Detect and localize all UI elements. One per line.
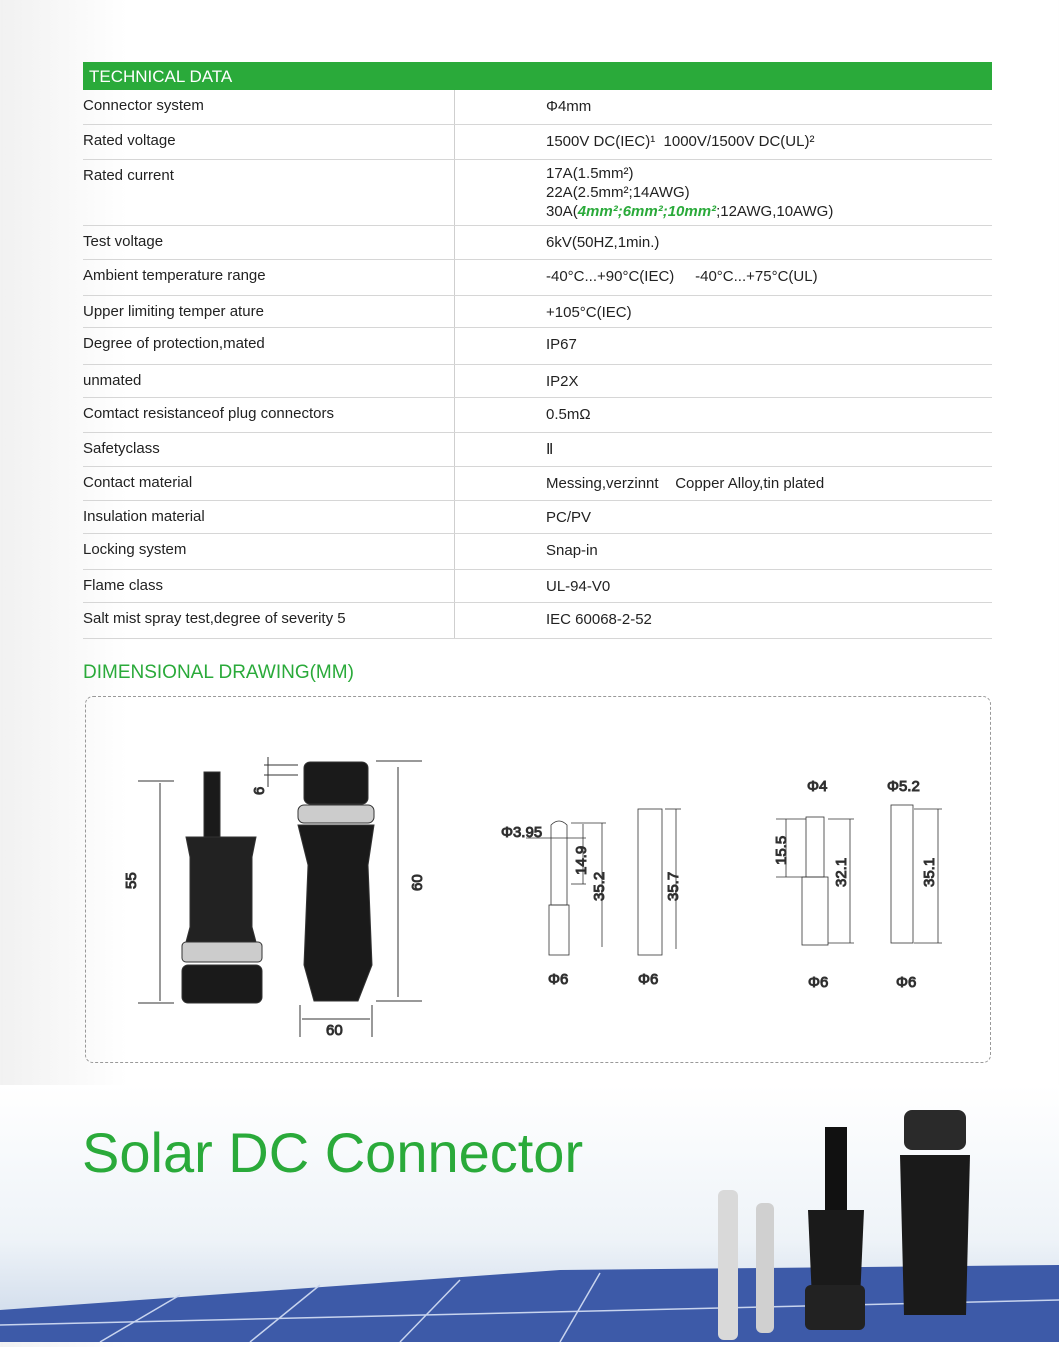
male-connector-drawing — [138, 772, 262, 1003]
female-connector-drawing — [264, 757, 422, 1037]
dim-60-height: 60 — [409, 874, 426, 891]
row-value: 6kV(50HZ,1min.) — [546, 234, 660, 251]
dim-55: 55 — [123, 872, 140, 889]
row-label: Locking system — [83, 534, 455, 569]
dim-32-1: 32.1 — [833, 857, 850, 887]
row-value — [455, 160, 833, 225]
row-label: Rated current — [83, 160, 455, 225]
row-label: Rated voltage — [83, 125, 455, 159]
row-value: Messing,verzinnt Copper Alloy,tin plated — [546, 475, 825, 492]
table-row — [83, 296, 992, 328]
row-value: UL-94-V0 — [546, 578, 611, 595]
row-label: Degree of protection,mated — [83, 328, 455, 364]
dim-phi-5-2: Φ5.2 — [887, 778, 920, 795]
table-row — [83, 90, 992, 125]
row-label: Safetyclass — [83, 433, 455, 466]
dimensional-drawing-title: DIMENSIONAL DRAWING(MM) — [83, 662, 354, 683]
dim-35-2: 35.2 — [591, 871, 608, 901]
row-value: Φ4mm — [546, 98, 592, 115]
row-label: unmated — [83, 365, 455, 397]
row-label: Connector system — [83, 90, 455, 124]
row-value: -40°C...+90°C(IEC) -40°C...+75°C(UL) — [546, 268, 818, 285]
table-row — [83, 501, 992, 534]
row-label: Flame class — [83, 570, 455, 602]
row-value: 0.5mΩ — [546, 406, 591, 423]
row-label: Contact material — [83, 467, 455, 500]
dim-35-7: 35.7 — [665, 871, 682, 901]
dim-14-9: 14.9 — [573, 845, 590, 875]
value-highlight: 4mm²;6mm²;10mm² — [577, 203, 717, 220]
dim-6: 6 — [251, 786, 268, 795]
dim-phi-3-95: Φ3.95 — [501, 824, 543, 841]
dim-phi-6-a: Φ6 — [548, 971, 569, 988]
table-row — [83, 226, 992, 260]
product-title: Solar DC Connector — [82, 1121, 584, 1184]
table-row — [83, 260, 992, 296]
value-line: 17A(1.5mm²) — [546, 165, 634, 182]
table-row — [83, 534, 992, 570]
dim-60-width: 60 — [326, 1022, 343, 1039]
dim-phi-6-c: Φ6 — [808, 974, 829, 991]
row-value: Ⅱ — [546, 441, 554, 458]
row-value: PC/PV — [546, 509, 592, 526]
value-text: ;12AWG,10AWG) — [716, 203, 834, 220]
row-label: Ambient temperature range — [83, 260, 455, 295]
row-label: Test voltage — [83, 226, 455, 259]
value-line: 22A(2.5mm²;14AWG) — [546, 184, 690, 201]
row-value: +105°C(IEC) — [546, 304, 632, 321]
row-label: Salt mist spray test,degree of severity 5 — [83, 603, 455, 638]
dim-35-1: 35.1 — [921, 857, 938, 887]
row-value: IEC 60068-2-52 — [546, 611, 652, 628]
pin-drawings — [526, 805, 942, 955]
table-row — [83, 433, 992, 467]
row-label: Comtact resistanceof plug connectors — [83, 398, 455, 432]
table-header: TECHNICAL DATA — [83, 62, 992, 90]
table-row — [83, 603, 992, 639]
table-row — [83, 467, 992, 501]
dim-phi-6-b: Φ6 — [638, 971, 659, 988]
technical-data-table — [83, 62, 992, 639]
row-label: Upper limiting temper ature — [83, 296, 455, 327]
dim-15-5: 15.5 — [773, 835, 790, 865]
table-row — [83, 398, 992, 433]
table-row — [83, 570, 992, 603]
table-row — [83, 328, 992, 365]
row-label: Insulation material — [83, 501, 455, 533]
dim-phi-4: Φ4 — [807, 778, 828, 795]
value-text: 30A( — [546, 203, 578, 220]
table-row — [83, 160, 992, 226]
value-line — [546, 202, 833, 221]
row-value: IP67 — [546, 336, 577, 353]
row-value: Snap-in — [546, 542, 598, 559]
row-value: 1500V DC(IEC)¹ 1000V/1500V DC(UL)² — [546, 133, 815, 150]
table-row — [83, 125, 992, 160]
dimensional-drawing — [85, 696, 991, 1063]
dim-phi-6-d: Φ6 — [896, 974, 917, 991]
row-value: IP2X — [546, 373, 579, 390]
table-row — [83, 365, 992, 398]
